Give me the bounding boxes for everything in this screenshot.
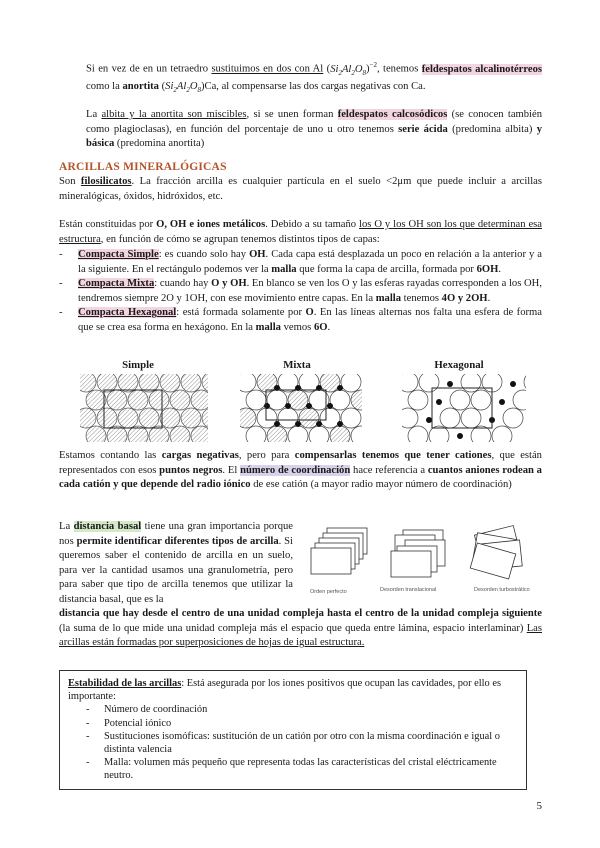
list-item: - Potencial iónico <box>68 717 518 730</box>
distancia-basal-paragraph-bottom: distancia que hay desde el centro de una unidad compleja hasta el centro de la unidad compleja siguiente (la suma de lo que mide una unidad compleja más el espacio que queda entre lámina, espacio interlaminar) Las arcillas están formadas por superposiciones de hojas de igual estructura. <box>59 608 542 649</box>
caption-desorden-translacional: Desorden translacional <box>380 587 437 593</box>
list-item: - Sustituciones isomóficas: sustitución de un catión por otro con la misma coordinación e igual o distinta valencia <box>68 730 518 756</box>
estabilidad-box: Estabilidad de las arcillas: Está asegurada por los iones positivos que ocupan las cavidades, por ello es importante: - Número de coordinación - Potencial iónico - Sustituciones isomóficas: sustitución de un catión por otro con la misma coordinación e igual o distinta valencia - Malla: volumen más pequeño que representa todas las características del cristal eléctricamente neutro. <box>59 670 527 790</box>
sheet-stacking-figure <box>305 522 540 590</box>
mixta-packing-figure <box>240 374 362 442</box>
page-number: 5 <box>536 800 542 812</box>
feldespatos-calcosodicos-paragraph: La albita y la anortita son miscibles, si se unen forman feldespatos calcosódicos (se conocen también como plagioclasas), en función del porcentaje de uno u otro tenemos serie ácida (predomina albita) y básica (predomina anortita) <box>86 109 542 150</box>
list-item: - Número de coordinación <box>68 703 518 716</box>
cationes-paragraph: Estamos contando las cargas negativas, pero para compensarlas tenemos que tener cationes, que están representados con esos puntos negros. El número de coordinación hace referencia a cuantos aniones rodean a cada catión y que depende del radio iónico de ese catión (a mayor radio mayor número de coordinación) <box>59 450 542 491</box>
list-item: - Compacta Hexagonal: está formada solamente por O. En las líneas alternas nos falta una esfera de forma que se crea esa forma en hexágono. En la malla vemos 6O. <box>59 306 542 335</box>
simple-packing-figure <box>80 374 208 442</box>
section-heading: ARCILLAS MINERALÓGICAS <box>59 161 227 173</box>
list-item: - Compacta Simple: es cuando solo hay OH. Cada capa está desplazada un poco en relación a la anterior y a la siguiente. En el rectángulo podemos ver la malla que forma la capa de arcilla, formada por 6OH. <box>59 248 542 277</box>
estructura-paragraph: Están constituidas por O, OH e iones metálicos. Debido a su tamaño los O y los OH son los que determinan esa estructura, en función de cómo se agrupan tenemos distintos tipos de capas: <box>59 219 542 245</box>
list-item: - Compacta Mixta: cuando hay O y OH. En blanco se ven los O y las esferas rayadas corresponden a los OH, tendremos siempre 2O y 1OH, con ese movimiento entre capas. En la malla tenemos 4O y 2OH. <box>59 277 542 306</box>
feldespatos-alcalinoterreos-paragraph: Si en vez de en un tetraedro sustituimos en dos con Al $(Si_2Al_2O_8)^{-2}$, tenemos feldespatos alcalinotérreos como la anortita $(Si_2Al_2O_8)Ca$, al compensarse las dos cargas negativas con Ca. <box>86 61 543 95</box>
distancia-basal-paragraph-top: La distancia basal tiene una gran importancia porque nos permite identificar diferentes tipos de arcilla. Si queremos saber el contenido de arcilla en un suelo, para ver la cantidad usamos una granulometría, pero para saber que tipo de arcilla tenemos que utilizar la distancia basal, que es la <box>59 521 293 605</box>
list-item: - Malla: volumen más pequeño que representa todas las características del cristal eléctricamente neutro. <box>68 756 518 782</box>
caption-orden-perfecto: Orden perfecto <box>310 589 347 595</box>
filosilicatos-paragraph: Son filosilicatos. La fracción arcilla es cualquier partícula en el suelo <2μm que puede incluir a arcillas mineralógicas, óxidos, hidróxidos, etc. <box>59 176 542 202</box>
hexagonal-packing-figure <box>402 374 526 442</box>
layer-types-list <box>59 248 542 336</box>
figure-title-simple: Simple <box>122 359 154 371</box>
figure-title-hexagonal: Hexagonal <box>434 359 484 371</box>
figure-title-mixta: Mixta <box>283 359 311 371</box>
caption-desorden-turbostratico: Desorden turbostrático <box>474 587 530 593</box>
